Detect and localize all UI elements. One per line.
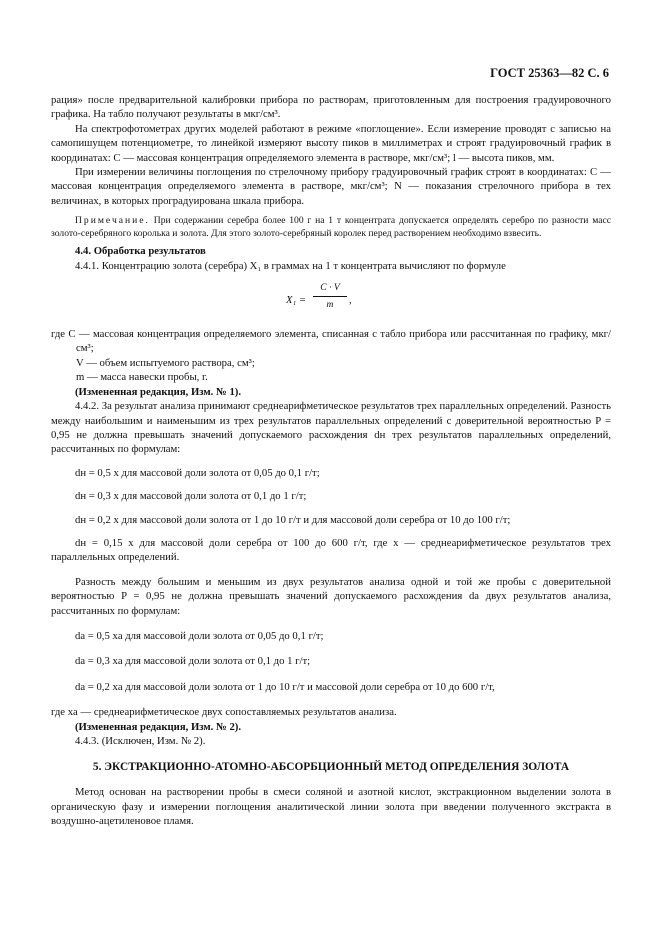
note-label: Примечание. xyxy=(75,215,150,227)
formula-denominator: m xyxy=(326,299,334,311)
paragraph: 4.4.1. Концентрацию золота (серебра) X₁ в граммах на 1 т концентрата вычисляют по формуле xyxy=(75,259,506,272)
formula-numerator: C · V xyxy=(313,281,347,297)
tolerance-formula: dа = 0,5 xа для массовой доли золота от 0,05 до 0,1 г/т; xyxy=(75,629,324,642)
definition: V — объем испытуемого раствора, см³; xyxy=(76,356,255,369)
paragraph: Метод основан на растворении пробы в смеси соляной и азотной кислот, экстракционном выделении золота в органическую фазу и измерении поглощения аналитической линии золота при введении полученного экстракта в воздушно-ацетиленовое пламя. xyxy=(51,786,611,828)
paragraph: рация» после предварительной калибровки прибора по растворам, приготовленным для построения градуировочного графика. На табло получают результаты в мкг/см³. xyxy=(51,94,611,121)
section-title: 5. ЭКСТРАКЦИОННО-АТОМНО-АБСОРБЦИОННЫЙ МЕТОД ОПРЕДЕЛЕНИЯ ЗОЛОТА xyxy=(92,761,570,774)
section-heading: 4.4. Обработка результатов xyxy=(75,245,206,258)
formula-tail: , xyxy=(349,294,352,307)
revision-note: (Измененная редакция, Изм. № 2). xyxy=(75,720,242,733)
paragraph: Разность между большим и меньшим из двух результатов анализа одной и той же пробы с доверительной вероятностью P = 0,95 не должна превышать значений допускаемого расхождения dа двух результатов анализа, рассчитанных по формулам: xyxy=(51,575,611,617)
tolerance-formula: dн = 0,3 x для массовой доли золота от 0,1 до 1 г/т; xyxy=(75,490,307,503)
note xyxy=(51,214,611,240)
tolerance-formula: dн = 0,5 x для массовой доли золота от 0,05 до 0,1 г/т; xyxy=(75,466,320,479)
formula xyxy=(51,281,611,319)
tolerance-formula: dн = 0,2 x для массовой доли золота от 1 до 10 г/т и для массовой доли серебра от 10 до 100 г/т; xyxy=(75,513,511,526)
document-body xyxy=(51,93,611,829)
excluded-clause: 4.4.3. (Исключен, Изм. № 2). xyxy=(75,735,206,747)
definition: m — масса навески пробы, г. xyxy=(76,371,208,384)
tolerance-formula: dа = 0,3 xа для массовой доли золота от 0,1 до 1 г/т; xyxy=(75,655,311,668)
definition: где C — массовая концентрация определяемого элемента, списанная с табло прибора или рассчитанная по графику, мкг/см³; xyxy=(51,328,611,355)
note-text: При содержании серебра более 100 г на 1 т концентрата допускается определять серебро по разности масс золото-серебряного королька и золота. Для этого золото-серебряный королек перед растворением необходимо взвесить. xyxy=(51,215,612,240)
tolerance-formula: dа = 0,2 xа для массовой доли золота от 1 до 10 г/т и массовой доли серебра от 10 до 600 г/т, xyxy=(75,680,495,693)
definition: где xа — среднеарифметическое двух сопоставляемых результатов анализа. xyxy=(51,706,397,719)
revision-note: (Измененная редакция, Изм. № 1). xyxy=(75,385,242,398)
paragraph: 4.4.2. За результат анализа принимают среднеарифметическое результатов трех параллельных определений. Разность между наибольшим и наименьшим из трех результатов параллельных определений с доверительной вероятностью P = 0,95 не должна превышать значений допускаемого расхождения dн трех результатов параллельных определений, рассчитанных по формулам: xyxy=(51,400,611,456)
formula-lhs: X₁ = xyxy=(286,294,307,307)
page-header: ГОСТ 25363—82 С. 6 xyxy=(490,66,609,80)
formula-fraction xyxy=(313,281,347,313)
paragraph: При измерении величины поглощения по стрелочному прибору градуировочный график строят в координатах: C — массовая концентрация определяемого элемента в растворе, мкг/см³; N — показания стрелочного прибора в тех величинах, в которых проградуирована шкала прибора. xyxy=(51,166,611,207)
tolerance-formula: dн = 0,15 x для массовой доли серебра от 100 до 600 г/т, где x — среднеарифметическое результатов трех параллельных определений. xyxy=(51,536,611,564)
paragraph: На спектрофотометрах других моделей работают в режиме «поглощение». Если измерение проводят с записью на самопишущем потенциометре, то линейкой измеряют высоту пиков в миллиметрах и строят градуировочный график в координатах: C — массовая концентрация определяемого элемента в растворе, мкг/см³; l — высота пиков, мм. xyxy=(51,122,611,164)
